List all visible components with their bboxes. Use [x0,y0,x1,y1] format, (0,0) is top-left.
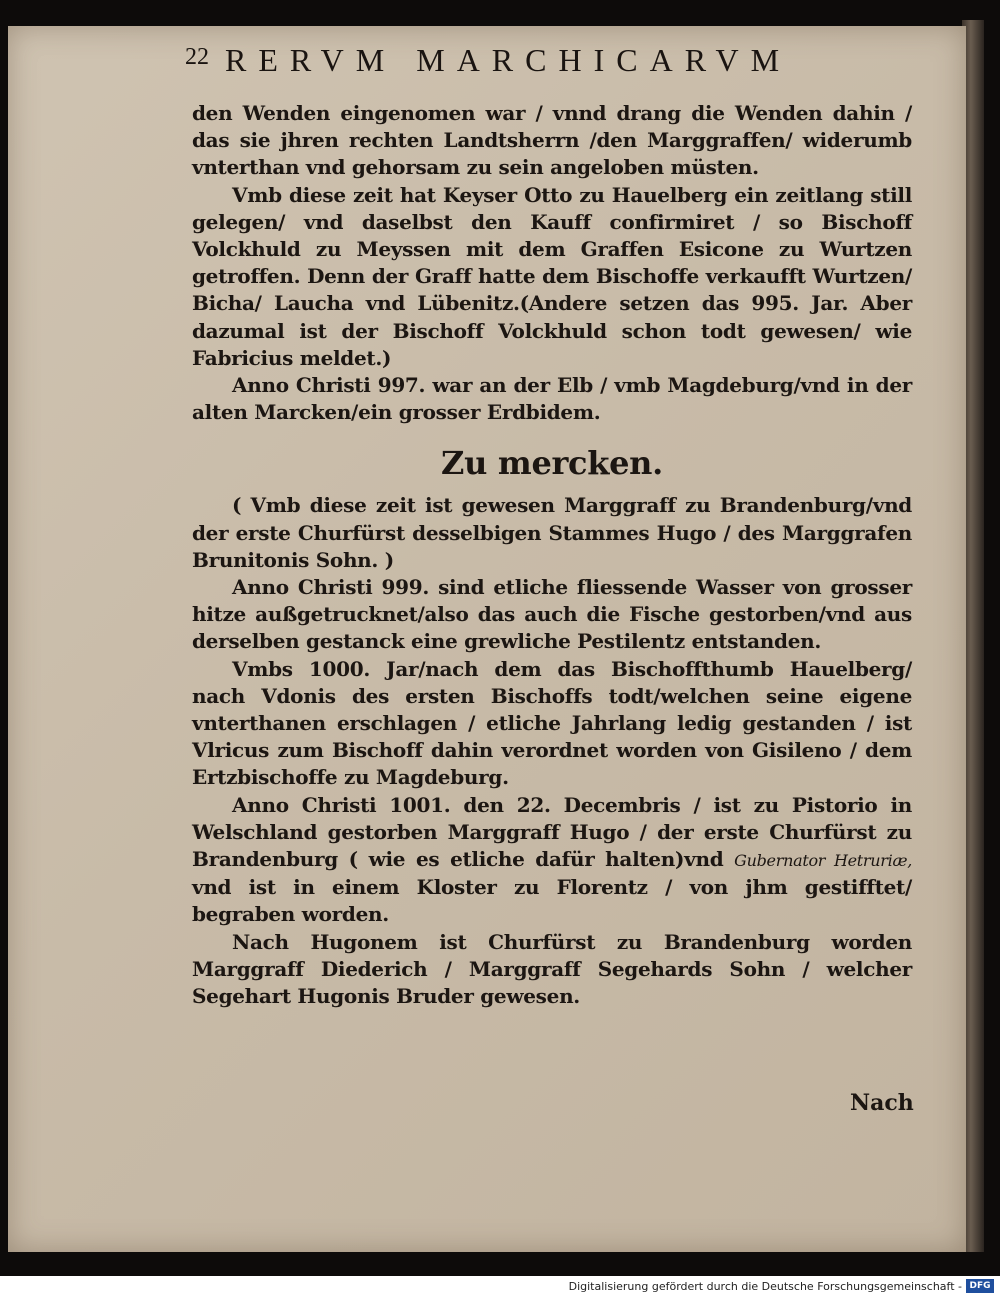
paragraph-5: Anno Christi 999. sind etliche fliessende Wasser von grosser hitze außgetrucknet/also das auch die Fische gestorben/vnd aus derselben gestanck eine grewliche Pestilentz entstanden. [192,575,912,654]
catchword: Nach [850,1090,914,1116]
paragraph-4: ( Vmb diese zeit ist gewesen Marggraff zu Brandenburg/vnd der erste Churfürst desselbigen Stammes Hugo / des Marggrafen Brunitonis Sohn. ) [192,493,912,572]
page-number: 22 [185,44,209,70]
paragraph-6: Vmbs 1000. Jar/nach dem das Bischoffthumb Hauelberg/ nach Vdonis des ersten Bischoffs todt/welchen seine eigene vnterthanen erschlagen / etliche Jahrlang ledig gestanden / ist Vlricus zum Bischoff dahin verordnet worden von Gisileno / dem Ertzbischoffe zu Magdeburg. [192,656,912,790]
paragraph-3: Anno Christi 997. war an der Elb / vmb Magdeburg/vnd in der alten Marcken/ein grosser Erdbidem. [192,373,912,425]
running-head-title: RERVM MARCHICARVM [225,42,792,78]
paragraph-2: Vmb diese zeit hat Keyser Otto zu Hauelberg ein zeitlang still gelegen/ vnd daselbst den Kauff confirmiret / so Bischoff Volckhuld zu Meyssen mit dem Graffen Esicone zu Wurtzen getroffen. Denn der Graff hatte dem Bischoffe verkaufft Wurtzen/ Bicha/ Laucha vnd Lübenitz.(Andere setzen das 995. Jar. Aber dazumal ist der Bischoff Volckhuld schon todt gewesen/ wie Fabricius meldet.) [192,182,912,370]
paragraph-1: den Wenden eingenomen war / vnnd drang die Wenden dahin / das sie jhren rechten Landtsherrn /den Marggraffen/ widerumb vnterthan vnd gehorsam zu sein angeloben müsten. [192,101,912,180]
paragraph-7-text-a: Anno Christi 1001. den 22. Decembris / ist zu Pistorio in Welschland gestorben Marggraff Hugo / der erste Churfürst zu Brandenburg ( wie es etliche dafür halten)vnd [192,792,912,872]
footer [0,1276,1000,1296]
paragraph-7 [192,792,912,929]
page-body [192,100,912,1010]
section-heading: Zu mercken. [441,444,663,483]
footer-credit: Digitalisierung gefördert durch die Deutsche Forschungsgemeinschaft - [568,1280,962,1293]
latin-phrase: Gubernator Hetruriæ, [734,851,912,871]
paragraph-8: Nach Hugonem ist Churfürst zu Brandenburg worden Marggraff Diederich / Marggraff Segehards Sohn / welcher Segehart Hugonis Bruder gewesen. [192,929,912,1009]
dfg-logo-icon: DFG [966,1279,994,1293]
paragraph-7-text-b: vnd ist in einem Kloster zu Florentz / von jhm gestifftet/ begraben worden. [192,875,912,927]
